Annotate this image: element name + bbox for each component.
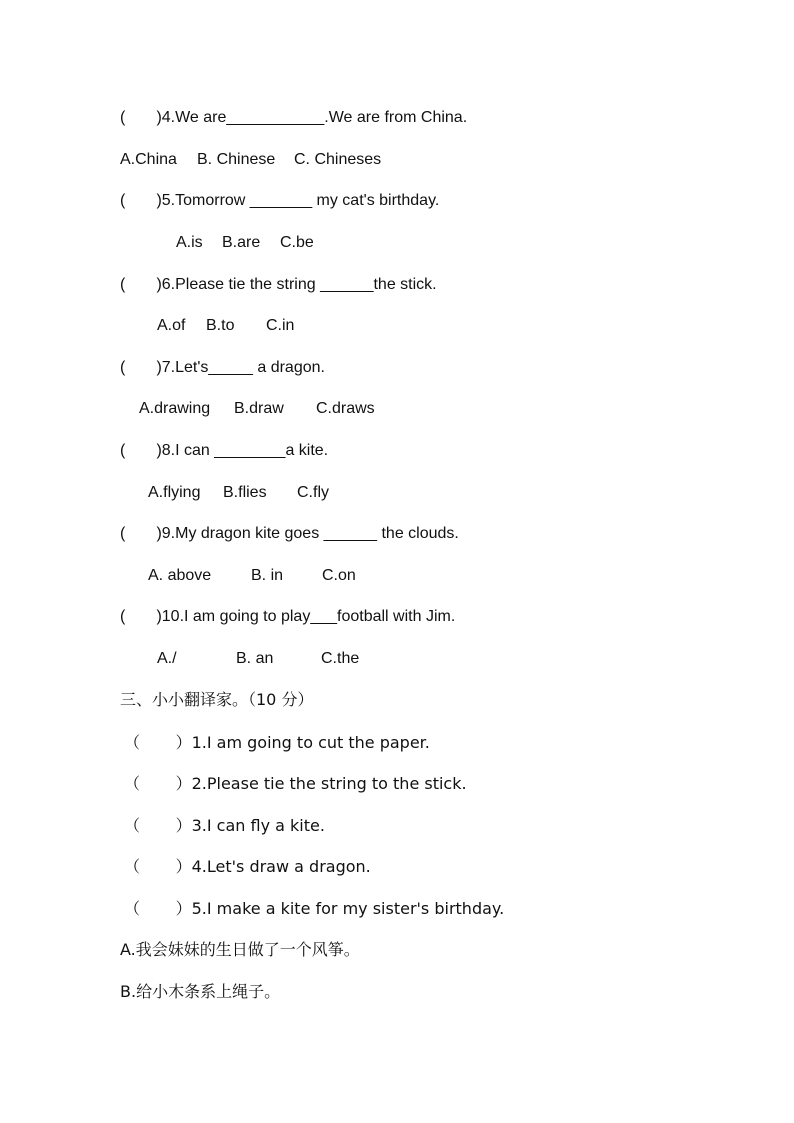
option-c: C.be: [280, 234, 314, 251]
option-c: C.on: [322, 567, 356, 584]
option-a: A.drawing: [139, 400, 211, 417]
option-b: B. in: [251, 567, 284, 584]
option-b: B. an: [236, 650, 274, 667]
answer-a: A.我会妹妹的生日做了一个风筝。: [120, 940, 360, 959]
translation-item-3: （ ）3.I can fly a kite.: [124, 816, 325, 835]
question-9: ( )9.My dragon kite goes ______ the clouds.: [120, 525, 459, 542]
option-c: C.the: [321, 650, 360, 667]
option-c: C.draws: [316, 400, 375, 417]
option-c: C. Chineses: [294, 151, 382, 168]
question-6: ( )6.Please tie the string ______the stick.: [120, 276, 437, 293]
translation-item-5: （ ）5.I make a kite for my sister's birthday.: [124, 899, 505, 918]
question-10: ( )10.I am going to play___football with Jim.: [120, 608, 456, 625]
question-4: ( )4.We are___________.We are from China.: [120, 109, 468, 126]
question-5: ( )5.Tomorrow _______ my cat's birthday.: [120, 192, 440, 209]
option-a: A.flying: [148, 484, 201, 501]
answer-b: B.给小木条系上绳子。: [120, 982, 281, 1001]
option-a: A. above: [148, 567, 212, 584]
question-7: ( )7.Let's_____ a dragon.: [120, 359, 325, 376]
option-c: C.in: [266, 317, 295, 334]
translation-item-4: （ ）4.Let's draw a dragon.: [124, 857, 371, 876]
question-8: ( )8.I can ________a kite.: [120, 442, 329, 459]
option-a: A.is: [176, 234, 203, 251]
option-b: B.draw: [234, 400, 284, 417]
option-a: A./: [157, 650, 177, 667]
option-b: B.are: [222, 234, 261, 251]
option-c: C.fly: [297, 484, 329, 501]
option-b: B.to: [206, 317, 235, 334]
option-b: B.flies: [223, 484, 267, 501]
section-heading: 三、小小翻译家。（10 分）: [120, 690, 314, 709]
translation-item-1: （ ）1.I am going to cut the paper.: [124, 733, 430, 752]
option-a: A.of: [157, 317, 186, 334]
translation-item-2: （ ）2.Please tie the string to the stick.: [124, 774, 467, 793]
option-b: B. Chinese: [197, 151, 276, 168]
option-a: A.China: [120, 151, 177, 168]
